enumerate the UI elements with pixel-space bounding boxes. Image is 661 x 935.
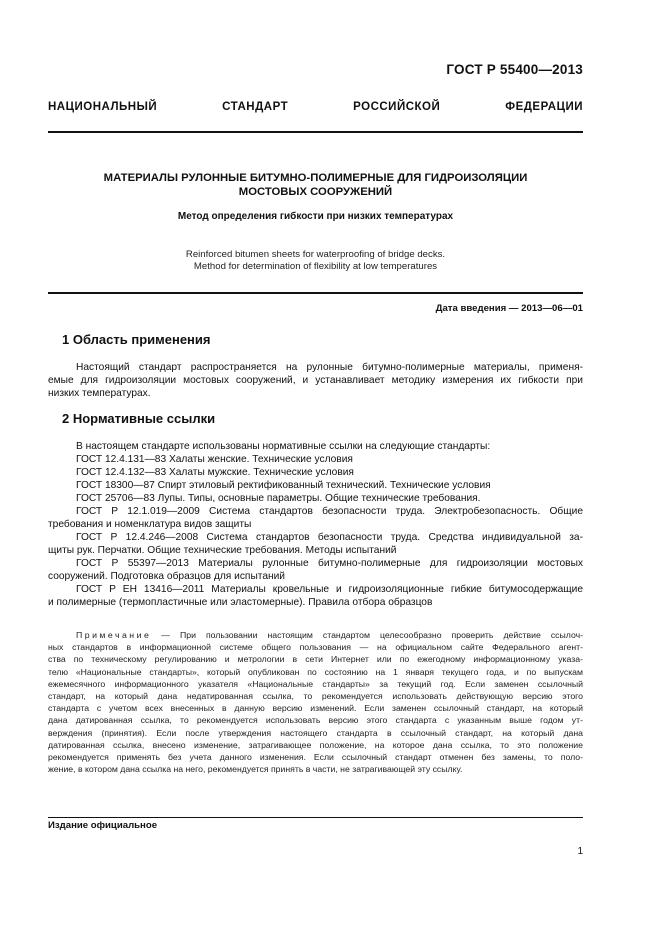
document-code: ГОСТ Р 55400—2013 bbox=[446, 62, 583, 77]
reference-line: ГОСТ 12.4.131—83 Халаты женские. Технические условия bbox=[76, 454, 353, 465]
footer-divider bbox=[48, 817, 583, 818]
document-title-line-2: МОСТОВЫХ СООРУЖЕНИЙ bbox=[238, 186, 393, 198]
document-title-line-1: МАТЕРИАЛЫ РУЛОННЫЕ БИТУМНО-ПОЛИМЕРНЫЕ ДЛЯ ГИДРОИЗОЛЯЦИИ bbox=[103, 172, 528, 184]
reference-line: ГОСТ 25706—83 Лупы. Типы, основные параметры. Общие технические требования. bbox=[76, 493, 481, 504]
page-number: 1 bbox=[577, 846, 583, 857]
document-subtitle: Метод определения гибкости при низких температурах bbox=[177, 211, 454, 222]
reference-line: В настоящем стандарте использованы нормативные ссылки на следующие стандарты: bbox=[76, 441, 491, 452]
note-line: ных стандартов в информационной системе общего пользования — на официальном сайте Федерального агент- bbox=[48, 642, 583, 653]
english-title-line-1: Reinforced bitumen sheets for waterproofing of bridge decks. bbox=[185, 249, 446, 260]
introduction-date: Дата введения — 2013—06—01 bbox=[435, 303, 583, 314]
reference-line: щиты рук. Перчатки. Общие технические требования. Методы испытаний bbox=[48, 545, 397, 556]
reference-line: ГОСТ Р 55397—2013 Материалы рулонные битумно-полимерные для гидроизоляции мостовых bbox=[76, 558, 583, 569]
note-line: датированная ссылка, внесено изменение, затрагивающее положение, на которое дана ссылка, то это положение bbox=[48, 739, 583, 750]
section-1-line: Настоящий стандарт распространяется на рулонные битумно-полимерные материалы, применя- bbox=[76, 362, 583, 373]
note-line: ежемесячного информационного указателя «Национальные стандарты» за текущий год. Если заменен ссылочный bbox=[48, 678, 583, 689]
reference-line: ГОСТ 18300—87 Спирт этиловый ректификованный технический. Технические условия bbox=[76, 480, 491, 491]
note-block bbox=[48, 629, 583, 775]
reference-line: сооружений. Подготовка образцов для испытаний bbox=[48, 571, 285, 582]
note-line: жение, в котором дана ссылка на него, рекомендуется принять в части, не затрагивающей эту ссылку. bbox=[48, 764, 463, 775]
note-line: телю «Национальные стандарты», который опубликован по состоянию на 1 января текущего года, и по выпускам bbox=[48, 666, 583, 677]
note-line: стандарта с учетом всех внесенных в данную версию изменений. Если заменен ссылочный стандарт, на который bbox=[48, 703, 583, 714]
reference-line: ГОСТ Р 12.4.246—2008 Система стандартов безопасности труда. Средства индивидуальной за- bbox=[76, 532, 583, 543]
reference-line: ГОСТ Р ЕН 13416—2011 Материалы кровельные и гидроизоляционные гибкие битумосодержащие bbox=[76, 584, 583, 595]
national-standard-banner: НАЦИОНАЛЬНЫЙ СТАНДАРТ РОССИЙСКОЙ ФЕДЕРАЦИИ bbox=[48, 101, 583, 113]
english-title-line-2: Method for determination of flexibility at low temperatures bbox=[193, 261, 438, 272]
note-line: рекомендуется применять без учета данного изменения. Если ссылочный стандарт отменен без замены, то поло- bbox=[48, 752, 583, 763]
reference-line: ГОСТ 12.4.132—83 Халаты мужские. Технические условия bbox=[76, 467, 354, 478]
note-line: верждения (принятия). Если после утверждения настоящего стандарта в ссылочный стандарт, на который дана bbox=[48, 727, 583, 738]
note-line: стандарт, на который дана недатированная ссылка, то рекомендуется использовать действующую версию этого bbox=[48, 691, 583, 702]
edition-label: Издание официальное bbox=[48, 820, 158, 831]
note-label: Примечание bbox=[76, 630, 152, 640]
header-divider bbox=[48, 131, 583, 133]
note-text: — При пользовании настоящим стандартом целесообразно проверить действие ссылоч- bbox=[151, 630, 583, 640]
note-line: ства по техническому регулированию и метрологии в сети Интернет или по ежегодному информационному указа- bbox=[48, 654, 583, 665]
section-2-heading: 2 Нормативные ссылки bbox=[62, 411, 216, 426]
reference-line: ГОСТ Р 12.1.019—2009 Система стандартов безопасности труда. Электробезопасность. Общие bbox=[76, 506, 583, 517]
section-1-heading: 1 Область применения bbox=[62, 332, 211, 347]
section-1-line: низких температурах. bbox=[48, 388, 151, 399]
title-divider bbox=[48, 292, 583, 294]
reference-line: и полимерные (термопластичные или эластомерные). Правила отбора образцов bbox=[48, 597, 433, 608]
note-line: дана датированная ссылка, то рекомендуется использовать версию этого стандарта с указанным выше годом ут- bbox=[48, 715, 583, 726]
section-1-line: емые для гидроизоляции мостовых сооружений, и устанавливает методику измерения их гибкости при bbox=[48, 375, 583, 386]
note-first-line bbox=[48, 629, 583, 641]
reference-line: требования и номенклатура видов защиты bbox=[48, 519, 252, 530]
